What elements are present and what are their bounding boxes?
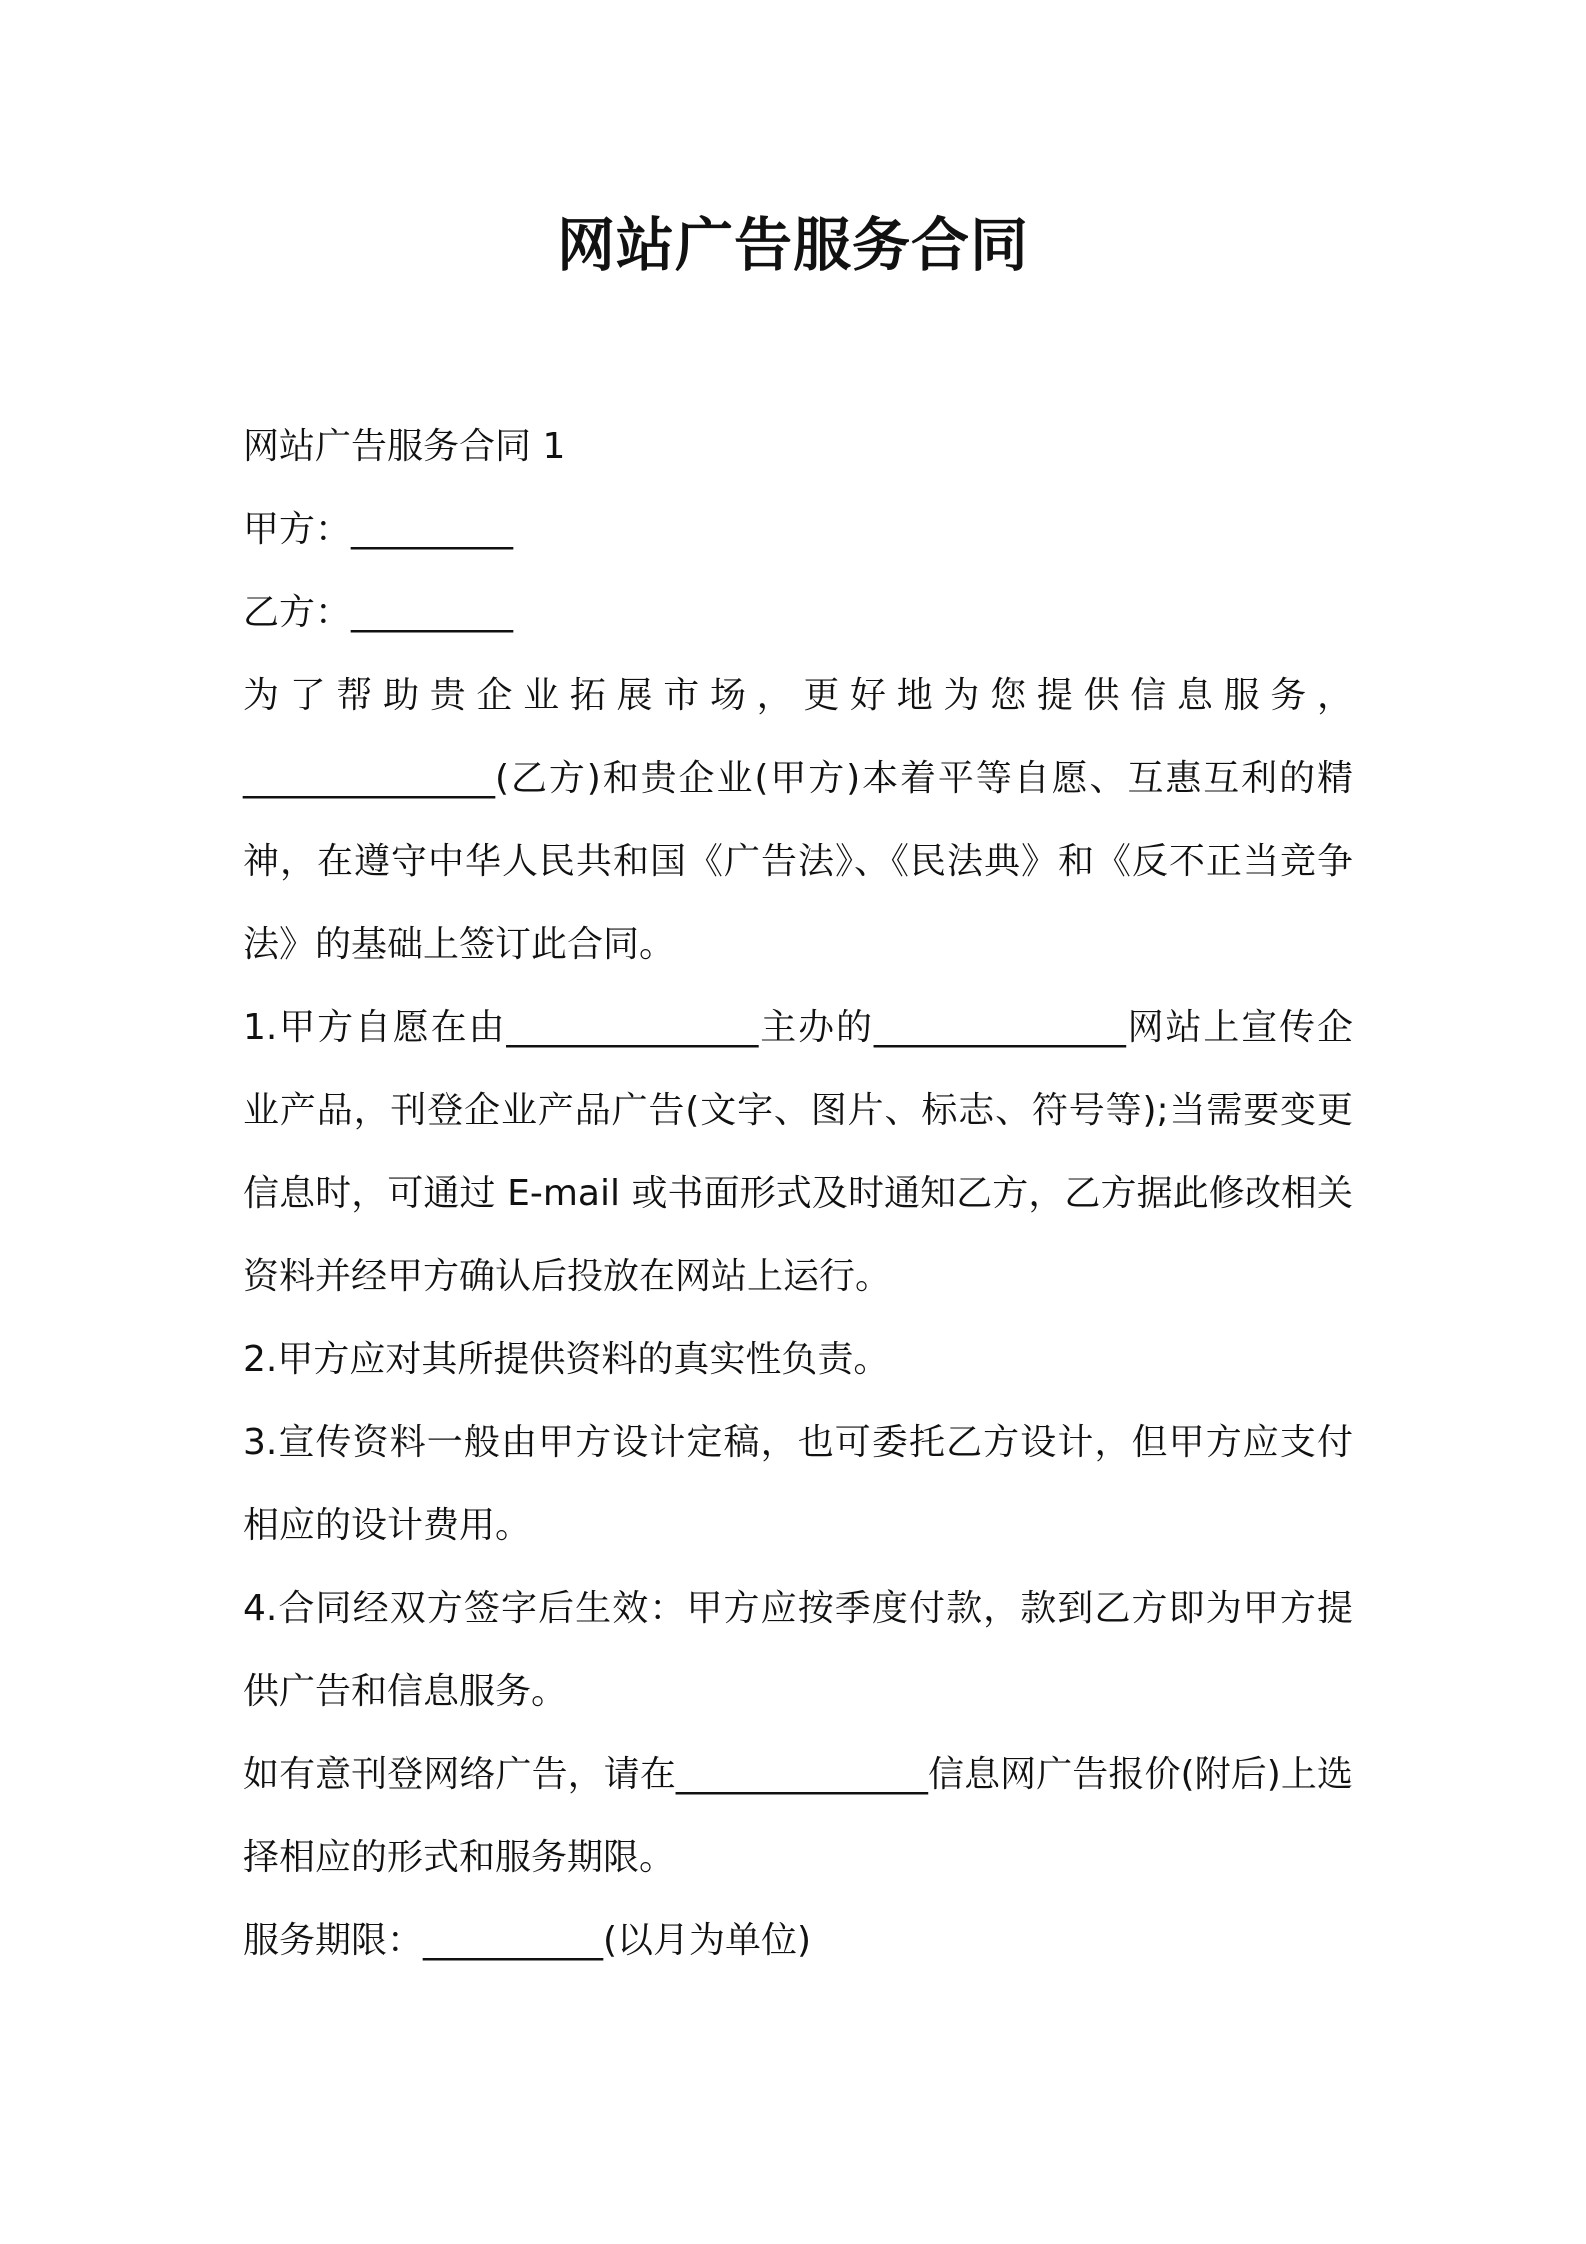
clause-1-paragraph: 1.甲方自愿在由______________主办的______________网站上宣传企业产品，刊登企业产品广告(文字、图片、标志、符号等);当需要变更信息时，可通过 E-mail 或书面形式及时通知乙方，乙方据此修改相关资料并经甲方确认后投放在网站上运行。 (243, 1007, 1353, 1297)
clause-4-paragraph: 4.合同经双方签字后生效：甲方应按季度付款，款到乙方即为甲方提供广告和信息服务。 (243, 1588, 1353, 1712)
party-a-line: 甲方：_________ (243, 509, 514, 550)
party-b-line: 乙方：_________ (243, 592, 514, 633)
clause-2-paragraph: 2.甲方应对其所提供资料的真实性负责。 (243, 1339, 890, 1380)
contract-heading: 网站广告服务合同 1 (243, 426, 566, 467)
document-title: 网站广告服务合同 (556, 211, 1029, 279)
advert-paragraph: 如有意刊登网络广告，请在______________信息网广告报价(附后)上选择相应的形式和服务期限。 (243, 1754, 1353, 1878)
service-term-line: 服务期限：__________(以月为单位) (243, 1920, 812, 1961)
clause-3-paragraph: 3.宣传资料一般由甲方设计定稿，也可委托乙方设计，但甲方应支付相应的设计费用。 (243, 1422, 1353, 1546)
intro-paragraph: 为了帮助贵企业拓展市场，更好地为您提供信息服务，______________(乙方)和贵企业(甲方)本着平等自愿、互惠互利的精神，在遵守中华人民共和国《广告法》、《民法典》和《反不正当竞争法》的基础上签订此合同。 (243, 675, 1353, 965)
document-body (243, 405, 1353, 1982)
